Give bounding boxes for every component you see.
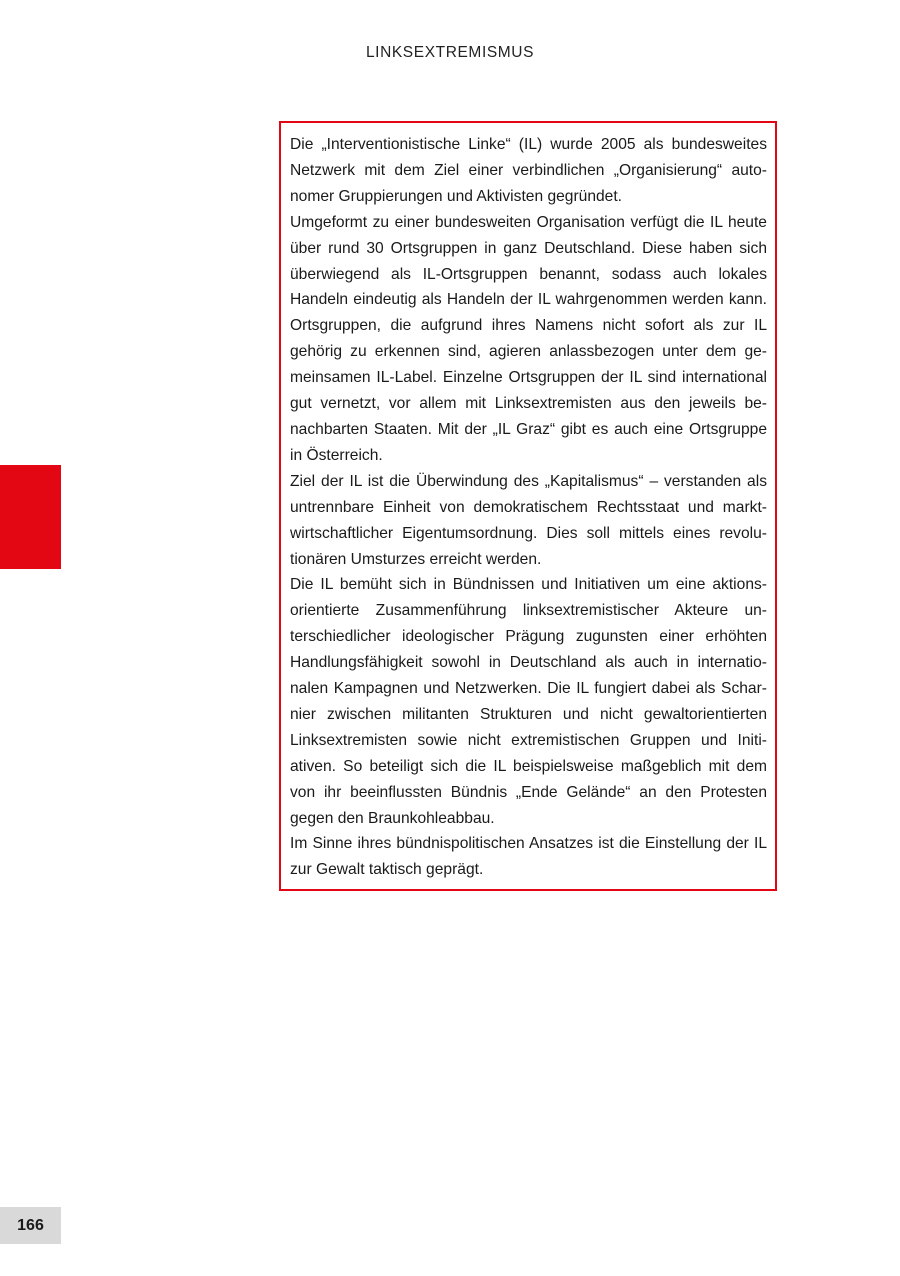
page-number: 166 [0, 1207, 61, 1244]
running-header: LINKSEXTREMISMUS [365, 44, 535, 61]
textbox-paragraph: Im Sinne ihres bündnispolitischen Ansatzes ist die Einstellung der IL zur Gewalt taktisch geprägt. [290, 835, 767, 879]
textbox-paragraph: Die IL bemüht sich in Bündnissen und Initiativen um eine aktionsorientierte Zusammenführung linksextremistischer Akteure unterschiedlicher ideologischer Prägung zugunsten einer erhöhten Handlungsfähigkeit sowohl in Deutschland als auch in internationalen Kampagnen und Netzwerken. Die IL fungiert dabei als Scharnier zwischen militanten Strukturen und nicht gewaltorientierten Linksextremisten sowie nicht extremistischen Gruppen und Initiativen. So beteiligt sich die IL beispielsweise maßgeblich mit dem von ihr beeinflussten Bündnis „Ende Gelände“ an den Protesten gegen den Braunkohleabbau. [290, 576, 767, 827]
textbox-paragraph: Die „Interventionistische Linke“ (IL) wurde 2005 als bundesweites Netzwerk mit dem Ziel einer verbindlichen „Organisierung“ autonomer Gruppierungen und Aktivisten gegründet. [290, 136, 767, 205]
textbox-paragraph: Ziel der IL ist die Überwindung des „Kapitalismus“ – verstanden als untrennbare Einheit von demokratischem Rechtsstaat und marktwirtschaftlicher Eigentumsordnung. Dies soll mittels eines revolutionären Umsturzes erreicht werden. [290, 472, 767, 568]
textbox-paragraph: Umgeformt zu einer bundesweiten Organisation verfügt die IL heute über rund 30 Ortsgruppen in ganz Deutschland. Diese haben sich überwiegend als IL-Ortsgruppen benannt, sodass auch lokales Handeln eindeutig als Handeln der IL wahrgenommen werden kann. Ortsgruppen, die aufgrund ihres Namens nicht sofort als zur IL gehörig zu erkennen sind, agieren anlassbezogen unter dem gemeinsamen IL-Label. Einzelne Ortsgruppen der IL sind international gut vernetzt, vor allem mit Linksextremisten aus den jeweils benachbarten Staaten. Mit der „IL Graz“ gibt es auch eine Ortsgruppe in Österreich. [290, 213, 767, 464]
info-textbox [279, 121, 777, 891]
chapter-side-tab [0, 465, 61, 569]
